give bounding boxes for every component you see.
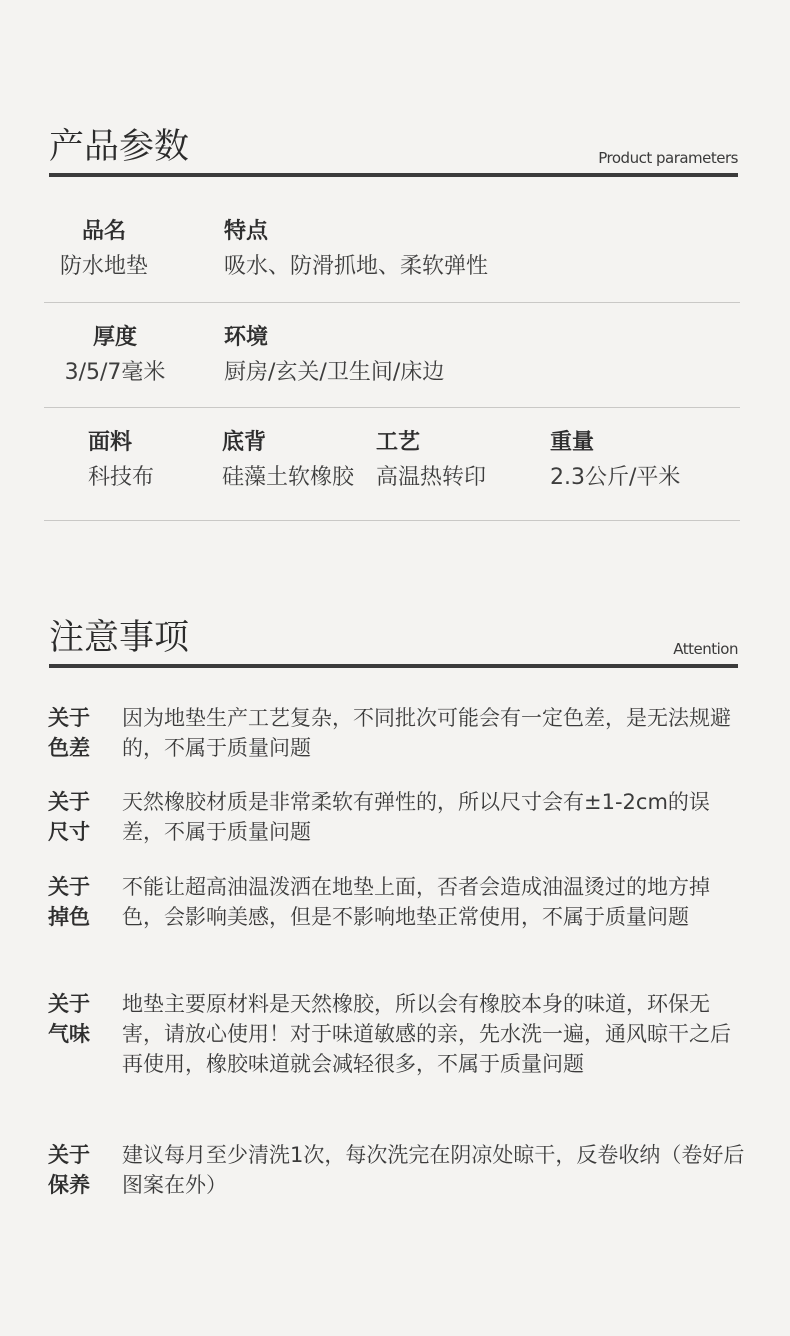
param-craft [376, 428, 486, 493]
param-label: 面料 [88, 430, 133, 455]
note-tag-line: 保养 [48, 1173, 90, 1197]
note-text: 不能让超高油温泼洒在地垫上面，否者会造成油温烫过的地方掉色，会影响美感，但是不影响地垫正常使用，不属于质量问题 [122, 875, 710, 929]
note-tag-line: 尺寸 [48, 820, 90, 844]
notes-section-header [49, 602, 738, 668]
params-section-header [49, 110, 738, 177]
note-tag-line: 气味 [48, 1022, 90, 1046]
section-divider [49, 173, 738, 177]
param-value: 科技布 [88, 465, 155, 490]
note-tag [48, 989, 100, 1049]
param-value: 厨房/玄关/卫生间/床边 [224, 360, 445, 385]
param-value: 防水地垫 [59, 254, 148, 279]
param-product-name [44, 217, 164, 282]
param-value: 硅藻土软橡胶 [222, 465, 355, 490]
param-value: 吸水、防滑抓地、柔软弹性 [224, 254, 489, 279]
param-value: 2.3公斤/平米 [550, 465, 681, 490]
note-tag-line: 关于 [48, 790, 90, 814]
note-tag [48, 787, 100, 847]
params-section-subtitle: Product parameters [598, 149, 738, 167]
note-tag-line: 关于 [48, 706, 90, 730]
note-tag-line: 关于 [48, 992, 90, 1016]
param-environment [224, 323, 444, 388]
param-features [224, 217, 488, 282]
param-row-3 [44, 408, 740, 521]
note-text: 因为地垫生产工艺复杂，不同批次可能会有一定色差，是无法规避的，不属于质量问题 [122, 706, 731, 760]
note-text: 建议每月至少清洗1次，每次洗完在阴凉处晾干，反卷收纳（卷好后图案在外） [122, 1143, 745, 1197]
param-thickness [44, 323, 186, 388]
note-text: 天然橡胶材质是非常柔软有弹性的，所以尺寸会有±1-2cm的误差，不属于质量问题 [122, 790, 710, 844]
note-tag [48, 703, 100, 763]
param-weight [550, 428, 680, 493]
note-tag [48, 872, 100, 932]
param-value: 3/5/7毫米 [64, 360, 166, 385]
param-row-1 [44, 210, 740, 303]
param-row-2 [44, 303, 740, 408]
param-label: 底背 [222, 430, 267, 455]
note-tag-line: 掉色 [48, 905, 90, 929]
param-label: 特点 [224, 219, 269, 244]
notes-section-title: 注意事项 [49, 618, 190, 658]
param-label: 重量 [550, 430, 595, 455]
param-label: 厚度 [92, 325, 137, 350]
param-backing [222, 428, 354, 493]
notes-section-subtitle: Attention [673, 640, 738, 658]
note-tag [48, 1140, 100, 1200]
note-tag-line: 色差 [48, 736, 90, 760]
param-label: 工艺 [376, 430, 421, 455]
param-label: 环境 [224, 325, 269, 350]
section-divider [49, 664, 738, 668]
params-section-title: 产品参数 [49, 127, 190, 167]
note-tag-line: 关于 [48, 1143, 90, 1167]
note-text: 地垫主要原材料是天然橡胶，所以会有橡胶本身的味道，环保无害，请放心使用！对于味道敏感的亲，先水洗一遍，通风晾干之后再使用，橡胶味道就会减轻很多，不属于质量问题 [122, 992, 731, 1076]
param-value: 高温热转印 [376, 465, 487, 490]
param-label: 品名 [81, 219, 126, 244]
note-tag-line: 关于 [48, 875, 90, 899]
param-fabric [88, 428, 154, 493]
